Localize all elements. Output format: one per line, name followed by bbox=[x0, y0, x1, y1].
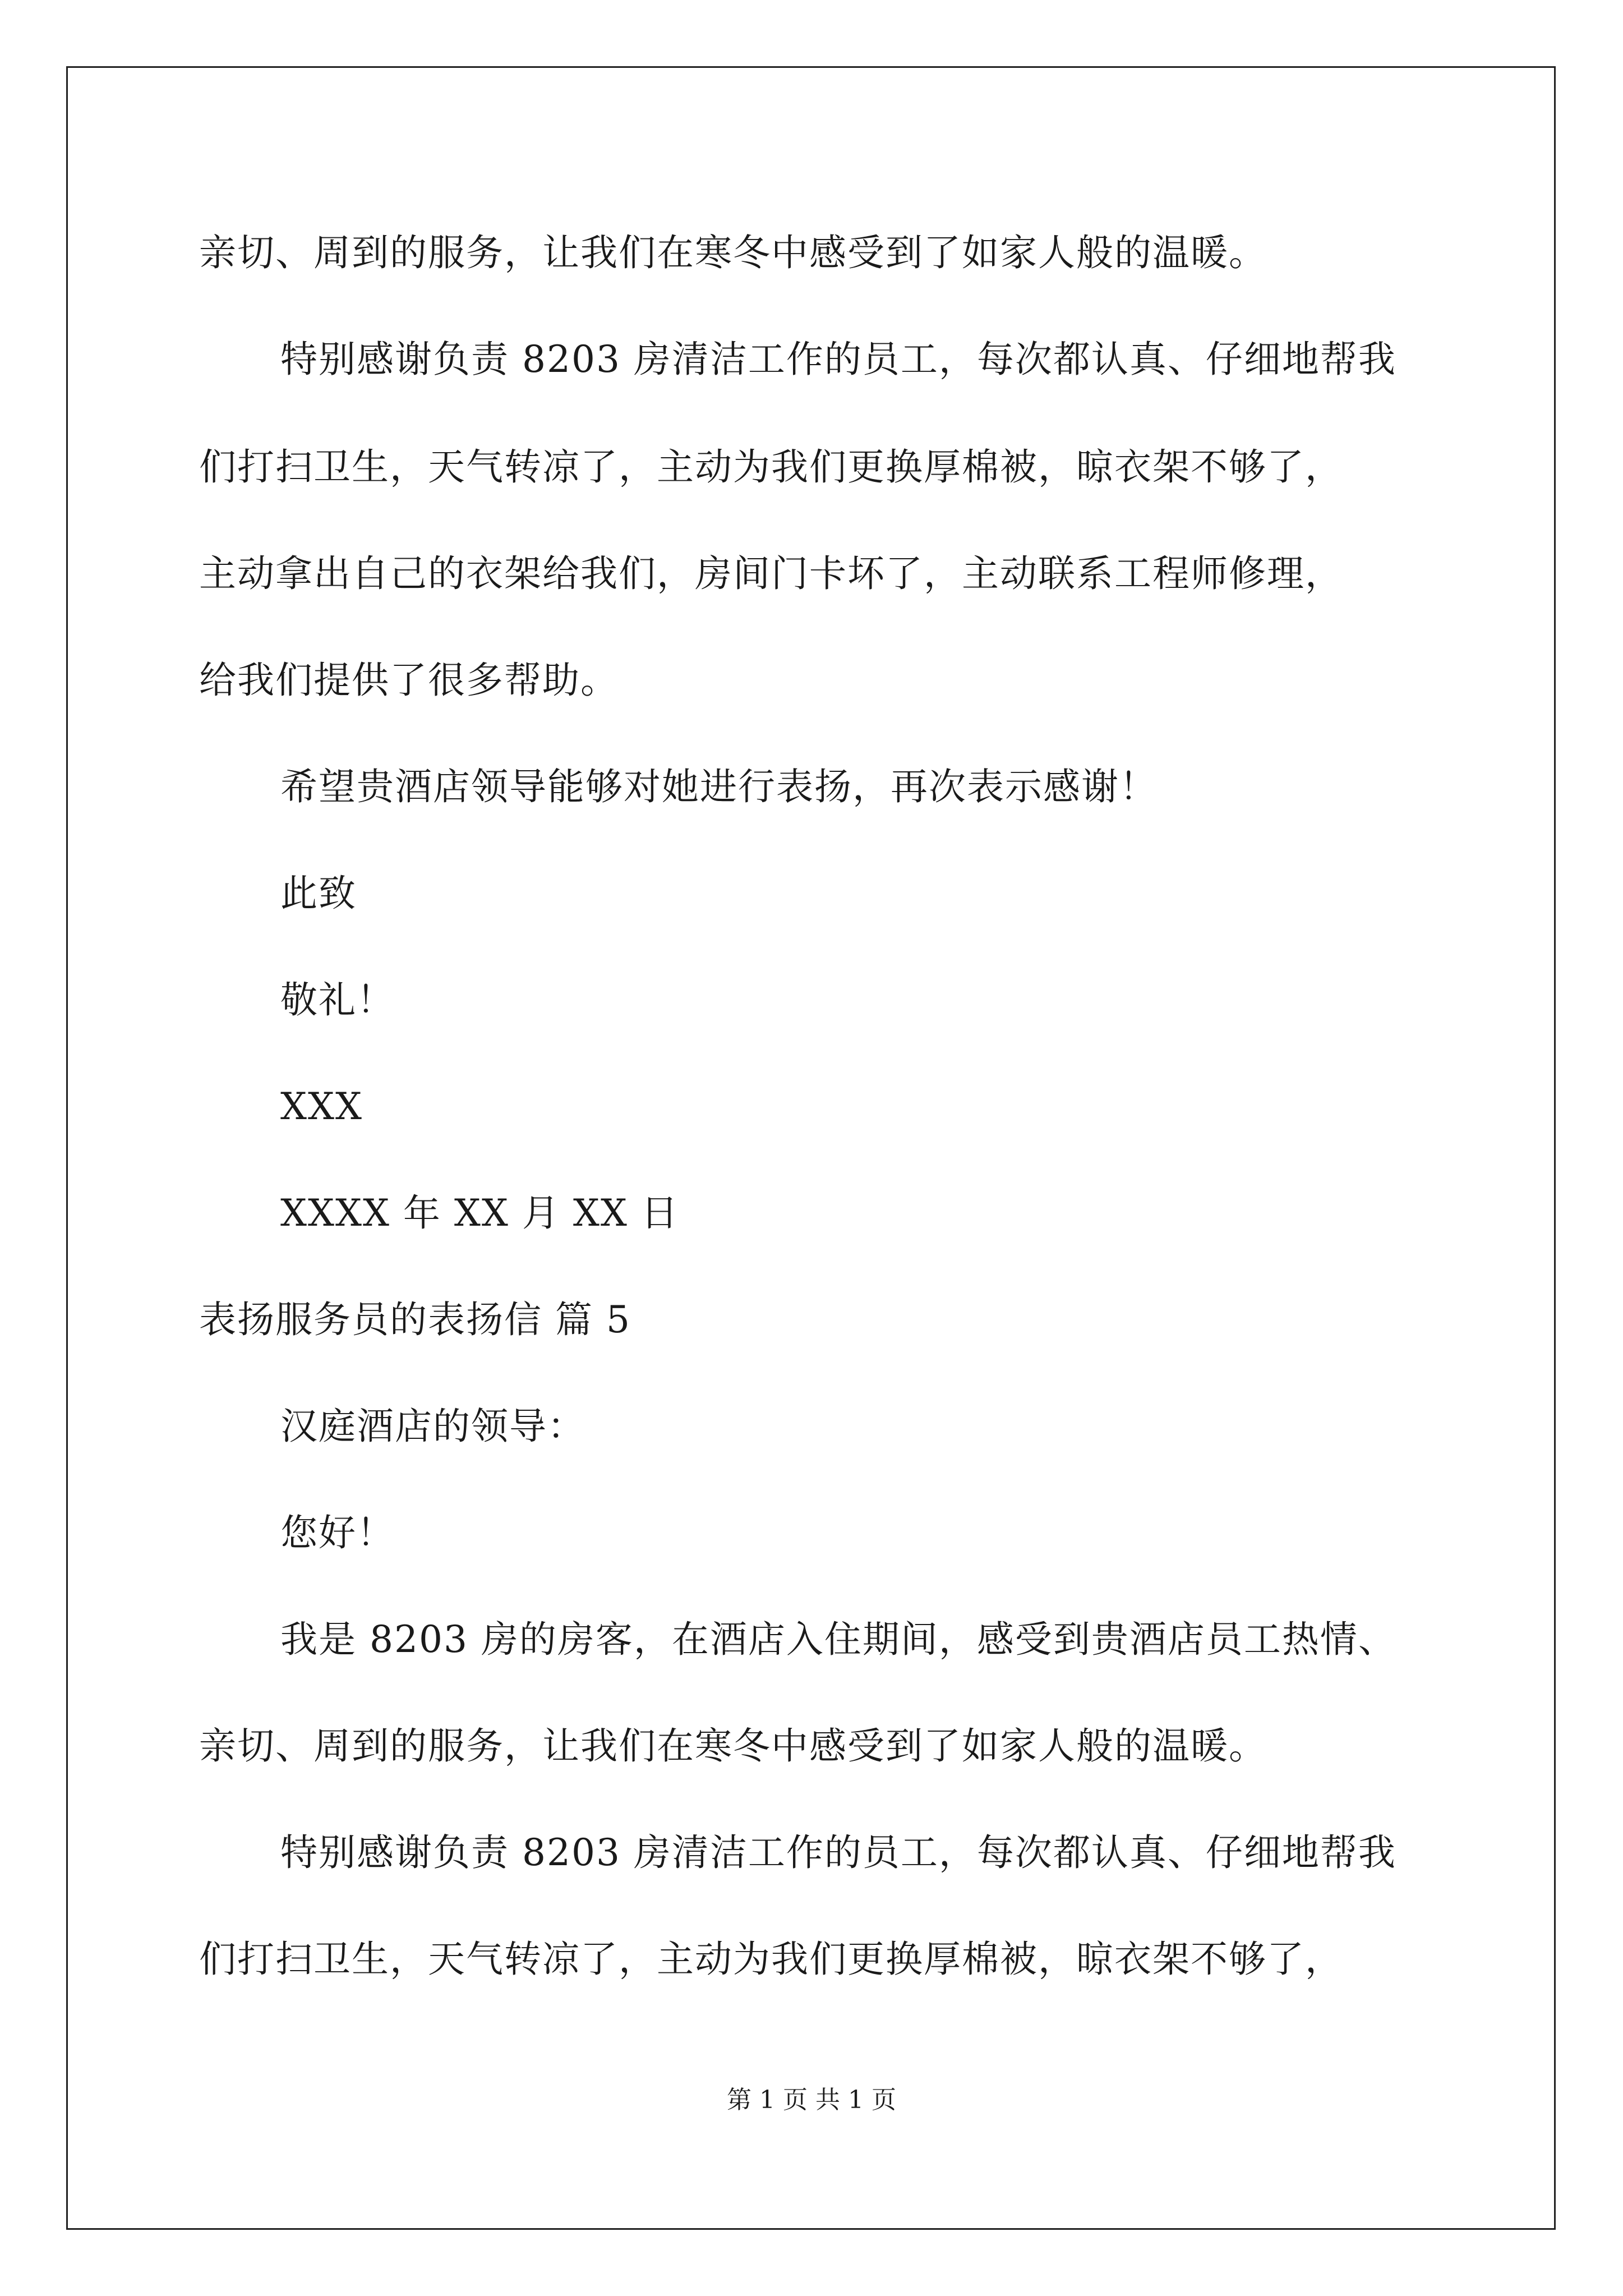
body-line-15: 亲切、周到的服务，让我们在寒冬中感受到了如家人般的温暖。 bbox=[199, 1724, 1267, 1768]
body-line-14: 我是 8203 房的房客，在酒店入住期间，感受到贵酒店员工热情、 bbox=[280, 1618, 1396, 1661]
page-footer: 第 1 页 共 1 页 bbox=[727, 2086, 896, 2114]
closing-regards: 敬礼！ bbox=[280, 978, 395, 1022]
body-line-5: 给我们提供了很多帮助。 bbox=[199, 659, 619, 702]
section-heading: 表扬服务员的表扬信 篇 5 bbox=[199, 1298, 631, 1341]
letter-addressee: 汉庭酒店的领导： bbox=[280, 1405, 585, 1448]
closing-salutation: 此致 bbox=[280, 872, 357, 915]
body-line-6: 希望贵酒店领导能够对她进行表扬，再次表示感谢！ bbox=[280, 765, 1158, 808]
body-line-17: 们打扫卫生，天气转凉了，主动为我们更换厚棉被，晾衣架不够了， bbox=[199, 1938, 1343, 1981]
body-line-2: 特别感谢负责 8203 房清洁工作的员工，每次都认真、仔细地帮我 bbox=[280, 338, 1396, 381]
body-line-1: 亲切、周到的服务，让我们在寒冬中感受到了如家人般的温暖。 bbox=[199, 231, 1267, 274]
letter-greeting: 您好！ bbox=[280, 1511, 395, 1554]
signature-name: XXX bbox=[280, 1085, 363, 1128]
body-line-16: 特别感谢负责 8203 房清洁工作的员工，每次都认真、仔细地帮我 bbox=[280, 1831, 1396, 1874]
page-frame bbox=[66, 66, 1556, 2230]
body-line-4: 主动拿出自己的衣架给我们，房间门卡坏了，主动联系工程师修理， bbox=[199, 552, 1343, 595]
body-line-3: 们打扫卫生，天气转凉了，主动为我们更换厚棉被，晾衣架不够了， bbox=[199, 445, 1343, 489]
signature-date: XXXX 年 XX 月 XX 日 bbox=[280, 1191, 679, 1235]
